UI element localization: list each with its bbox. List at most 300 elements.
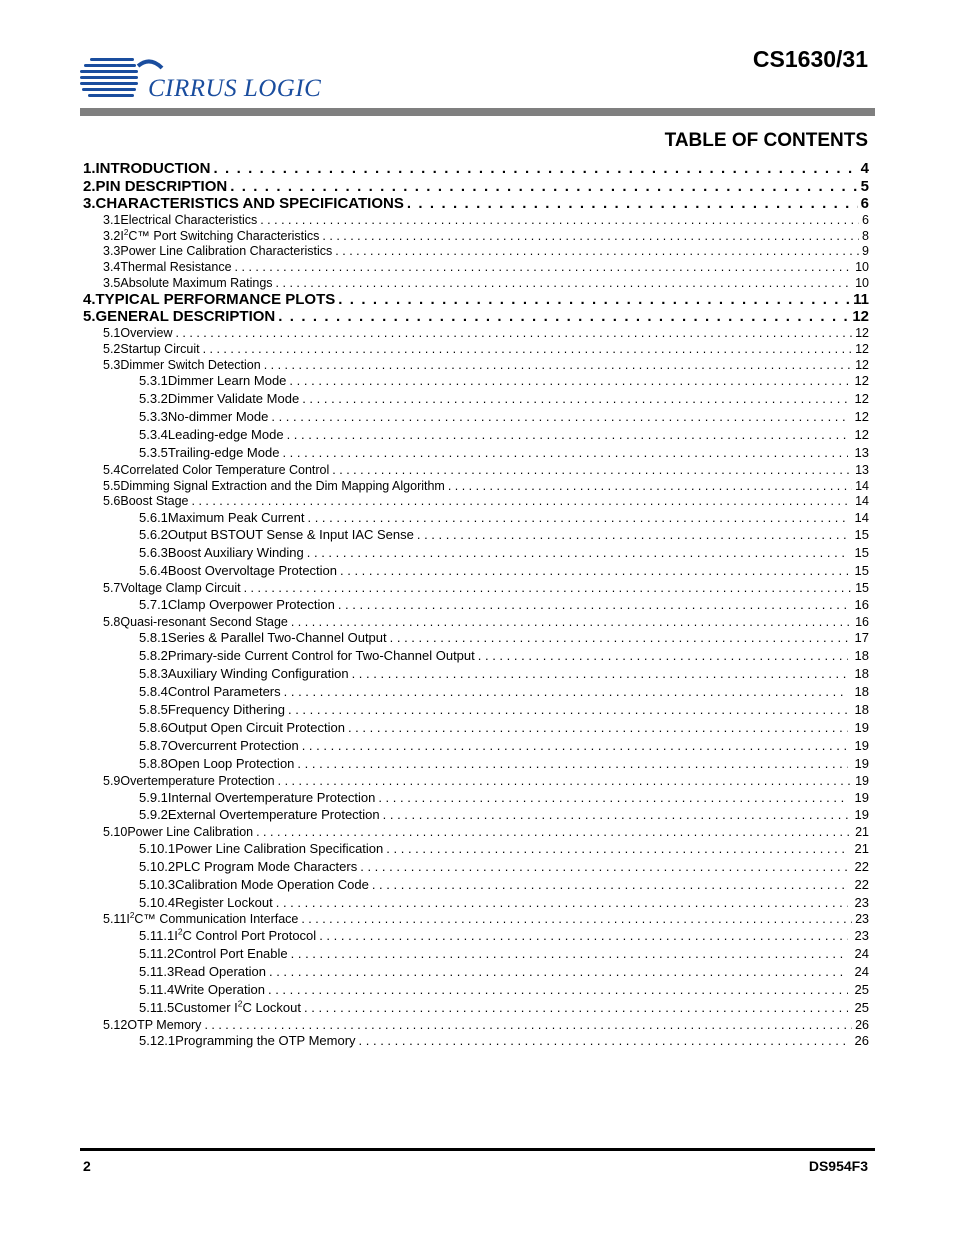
toc-entry-title-text: Dimming Signal Extraction and the Dim Mapping Algorithm — [120, 479, 445, 493]
dot-leader — [319, 928, 847, 943]
toc-entry-page: 15 — [855, 581, 869, 595]
toc-entry-level2[interactable] — [103, 581, 869, 595]
toc-entry-number: 5.10.2 — [139, 859, 176, 874]
dot-leader — [335, 244, 859, 258]
dot-leader — [192, 494, 853, 508]
toc-entry-title-text: C Lockout — [242, 1000, 302, 1015]
toc-entry-title — [174, 928, 316, 943]
toc-entry-number: 5.11.1 — [139, 928, 175, 943]
toc-entry-page: 19 — [854, 790, 869, 805]
dot-leader — [304, 1000, 848, 1015]
toc-entry-title — [83, 291, 335, 308]
toc-entry-page: 19 — [854, 738, 869, 753]
toc-entry-page: 10 — [855, 260, 869, 274]
toc-entry-page: 12 — [854, 409, 869, 424]
toc-entry-number: 5.1 — [103, 326, 121, 340]
toc-entry-number: 5.7 — [103, 581, 121, 595]
toc-entry-title — [168, 373, 287, 388]
toc-entry-title — [120, 260, 231, 274]
toc-entry-title-text: Power Line Calibration Characteristics — [120, 244, 333, 258]
toc-entry-level2[interactable] — [103, 244, 869, 258]
toc-entry-page: 26 — [854, 1033, 869, 1048]
dot-leader — [386, 841, 847, 856]
toc-entry-page: 13 — [855, 463, 869, 477]
toc-entry-title-text: Internal Overtemperature Protection — [167, 790, 376, 805]
toc-entry-title — [168, 720, 345, 735]
toc-entry-title-text: Startup Circuit — [120, 342, 200, 356]
toc-entry-title — [120, 213, 257, 227]
toc-entry-level3[interactable] — [139, 964, 869, 979]
toc-entry-page: 15 — [854, 563, 869, 578]
toc-entry-page: 25 — [854, 982, 869, 997]
toc-entry-number: 3.4 — [103, 260, 121, 274]
dot-leader — [417, 527, 848, 542]
dot-leader — [269, 964, 848, 979]
dot-leader — [332, 463, 852, 477]
toc-entry-title — [83, 160, 211, 177]
toc-entry-title-text: Overview — [120, 326, 173, 340]
toc-entry-level3[interactable] — [139, 982, 869, 997]
toc-entry-level3[interactable] — [139, 895, 869, 910]
toc-entry-level2[interactable] — [103, 1018, 869, 1032]
toc-entry-number: 5.7.1 — [139, 597, 168, 612]
toc-entry-level2[interactable] — [103, 229, 869, 243]
toc-entry-page: 18 — [854, 648, 869, 663]
toc-entry-number: 5.11 — [103, 912, 127, 926]
toc-entry-number: 5.5 — [103, 479, 121, 493]
toc-entry-number: 1. — [83, 160, 96, 177]
toc-entry-title-text: Output BSTOUT Sense & Input IAC Sense — [167, 527, 414, 542]
toc-entry-page: 19 — [854, 756, 869, 771]
toc-entry-title — [175, 859, 357, 874]
toc-entry-level2[interactable] — [103, 342, 869, 356]
toc-entry-title-text: OTP Memory — [127, 1018, 202, 1032]
toc-entry-number: 5.3.1 — [139, 373, 168, 388]
toc-entry-level3[interactable] — [139, 928, 869, 943]
toc-entry-title-text: External Overtemperature Protection — [167, 807, 380, 822]
toc-entry-level3[interactable] — [139, 545, 869, 560]
toc-entry-superscript: 2 — [129, 912, 135, 920]
toc-entry-page: 4 — [860, 160, 869, 177]
toc-entry-title-text: Overtemperature Protection — [120, 774, 275, 788]
toc-entry-page: 14 — [854, 510, 869, 525]
toc-entry-title-text: C™ Communication Interface — [134, 912, 299, 926]
toc-entry-page: 15 — [854, 545, 869, 560]
toc-entry-title-text: Leading-edge Mode — [167, 427, 284, 442]
dot-leader — [378, 790, 847, 805]
dot-leader — [276, 276, 853, 290]
toc-entry-level3[interactable] — [139, 859, 869, 874]
toc-entry-number: 5.8.6 — [139, 720, 168, 735]
toc-entry-level1[interactable] — [83, 195, 869, 212]
toc-entry-number: 5.8.3 — [139, 666, 168, 681]
toc-entry-page: 23 — [854, 895, 869, 910]
toc-entry-superscript: 2 — [237, 1000, 243, 1009]
toc-entry-number: 3.5 — [103, 276, 121, 290]
toc-entry-level3[interactable] — [139, 527, 869, 542]
toc-entry-title-text: CHARACTERISTICS AND SPECIFICATIONS — [95, 195, 404, 212]
dot-leader — [407, 195, 858, 212]
toc-entry-title-text: Register Lockout — [175, 895, 273, 910]
toc-entry-number: 5.9.1 — [139, 790, 168, 805]
toc-entry-page: 12 — [852, 308, 869, 325]
toc-entry-level3[interactable] — [139, 427, 869, 442]
toc-entry-title — [168, 427, 284, 442]
toc-entry-title-text: Frequency Dithering — [167, 702, 285, 717]
toc-entry-page: 26 — [855, 1018, 869, 1032]
toc-entry-title — [168, 630, 387, 645]
toc-entry-number: 5.11.3 — [139, 964, 175, 979]
toc-entry-level2[interactable] — [103, 912, 869, 926]
toc-entry-page: 9 — [862, 244, 869, 258]
toc-entry-level3[interactable] — [139, 946, 869, 961]
toc-entry-page: 11 — [853, 291, 869, 308]
toc-entry-title-prefix: I — [126, 912, 130, 926]
toc-entry-title — [83, 178, 227, 195]
toc-entry-page: 12 — [854, 373, 869, 388]
toc-entry-title-text: Boost Auxiliary Winding — [167, 545, 304, 560]
toc-entry-number: 5.10.4 — [139, 895, 176, 910]
toc-entry-title-text: Primary-side Current Control for Two-Channel Output — [167, 648, 475, 663]
toc-entry-title-text: Power Line Calibration Specification — [175, 841, 384, 856]
logo-text: CIRRUS LOGIC — [148, 75, 322, 102]
dot-leader — [244, 581, 853, 595]
dot-leader — [284, 684, 848, 699]
toc-entry-title-text: Auxiliary Winding Configuration — [167, 666, 349, 681]
dot-leader — [359, 1033, 848, 1048]
toc-entry-page: 21 — [854, 841, 869, 856]
dot-leader — [302, 391, 847, 406]
toc-entry-title-text: Write Operation — [174, 982, 265, 997]
toc-entry-title — [168, 666, 349, 681]
toc-entry-title — [174, 946, 287, 961]
dot-leader — [301, 912, 852, 926]
toc-entry-title-text: Series & Parallel Two-Channel Output — [167, 630, 387, 645]
toc-entry-level3[interactable] — [139, 648, 869, 663]
toc-entry-title — [120, 774, 274, 788]
toc-entry-title-text: Electrical Characteristics — [120, 213, 258, 227]
toc-entry-level3[interactable] — [139, 720, 869, 735]
dot-leader — [372, 877, 848, 892]
toc-entry-level3[interactable] — [139, 510, 869, 525]
toc-entry-level3[interactable] — [139, 738, 869, 753]
toc-entry-number: 5.10.3 — [139, 877, 176, 892]
toc-entry-level2[interactable] — [103, 213, 869, 227]
toc-entry-page: 18 — [854, 702, 869, 717]
toc-entry-title-text: PIN DESCRIPTION — [95, 178, 228, 195]
toc-entry-title-text: Clamp Overpower Protection — [167, 597, 335, 612]
toc-entry-number: 4. — [83, 291, 96, 308]
dot-leader — [297, 756, 847, 771]
toc-entry-title-text: Thermal Resistance — [120, 260, 232, 274]
dot-leader — [287, 427, 848, 442]
toc-entry-title-prefix: I — [174, 928, 178, 943]
toc-entry-title-text: Overcurrent Protection — [167, 738, 299, 753]
toc-entry-level3[interactable] — [139, 756, 869, 771]
toc-entry-number: 5.8.5 — [139, 702, 168, 717]
toc-entry-title — [168, 545, 304, 560]
toc-entry-number: 5.4 — [103, 463, 121, 477]
toc-entry-title — [168, 738, 299, 753]
toc-entry-title-prefix: Customer I — [174, 1000, 238, 1015]
dot-leader — [204, 1018, 852, 1032]
toc-entry-title — [168, 756, 294, 771]
toc-entry-level3[interactable] — [139, 684, 869, 699]
dot-leader — [214, 160, 858, 177]
page-number: 2 — [83, 1158, 91, 1174]
toc-entry-page: 23 — [855, 912, 869, 926]
toc-entry-title-text: Output Open Circuit Protection — [167, 720, 345, 735]
toc-entry-title — [120, 463, 329, 477]
dot-leader — [271, 409, 847, 424]
toc-entry-number: 5.8.2 — [139, 648, 168, 663]
toc-entry-level3[interactable] — [139, 702, 869, 717]
dot-leader — [291, 946, 848, 961]
toc-entry-page: 22 — [854, 877, 869, 892]
toc-entry-level1[interactable] — [83, 308, 869, 325]
toc-entry-page: 12 — [854, 391, 869, 406]
toc-entry-title — [120, 494, 188, 508]
toc-entry-page: 18 — [854, 684, 869, 699]
toc-entry-title — [120, 358, 260, 372]
toc-entry-number: 3.2 — [103, 229, 121, 243]
toc-entry-level1[interactable] — [83, 160, 869, 177]
toc-entry-title — [168, 445, 280, 460]
toc-entry-title — [127, 1018, 201, 1032]
toc-entry-title — [83, 308, 275, 325]
toc-entry-title — [83, 195, 404, 212]
toc-entry-page: 12 — [855, 358, 869, 372]
dot-leader — [230, 178, 857, 195]
toc-entry-title-text: Dimmer Validate Mode — [167, 391, 300, 406]
document-code: DS954F3 — [808, 1158, 868, 1174]
toc-entry-level2[interactable] — [103, 494, 869, 508]
toc-entry-level2[interactable] — [103, 326, 869, 340]
dot-leader — [256, 825, 852, 839]
toc-entry-page: 16 — [855, 615, 869, 629]
toc-entry-number: 5.6.1 — [139, 510, 168, 525]
toc-entry-page: 24 — [854, 946, 869, 961]
cirrus-logic-logo — [80, 56, 340, 106]
toc-entry-title-text: Power Line Calibration — [127, 825, 254, 839]
toc-entry-title — [168, 510, 305, 525]
toc-entry-title-text: PLC Program Mode Characters — [175, 859, 358, 874]
toc-entry-level3[interactable] — [139, 563, 869, 578]
toc-entry-title — [175, 895, 273, 910]
toc-entry-level3[interactable] — [139, 1000, 869, 1015]
toc-entry-level1[interactable] — [83, 178, 869, 195]
toc-entry-number: 5.12 — [103, 1018, 128, 1032]
dot-leader — [264, 358, 852, 372]
toc-entry-title — [126, 912, 298, 926]
toc-entry-level2[interactable] — [103, 479, 869, 493]
toc-entry-page: 6 — [862, 213, 869, 227]
toc-entry-level2[interactable] — [103, 825, 869, 839]
toc-entry-title — [168, 702, 285, 717]
dot-leader — [348, 720, 848, 735]
footer-divider — [80, 1148, 875, 1151]
toc-entry-title — [168, 648, 475, 663]
toc-entry-level3[interactable] — [139, 409, 869, 424]
toc-entry-page: 19 — [855, 774, 869, 788]
toc-entry-title — [127, 825, 253, 839]
toc-entry-number: 5.10 — [103, 825, 128, 839]
dot-leader — [338, 597, 848, 612]
toc-entry-level2[interactable] — [103, 774, 869, 788]
toc-entry-title — [168, 597, 335, 612]
toc-entry-level2[interactable] — [103, 463, 869, 477]
toc-entry-number: 5.6.3 — [139, 545, 168, 560]
toc-entry-number: 3.3 — [103, 244, 121, 258]
toc-entry-level3[interactable] — [139, 373, 869, 388]
toc-entry-level3[interactable] — [139, 630, 869, 645]
toc-entry-title-text: Open Loop Protection — [167, 756, 295, 771]
dot-leader — [203, 342, 853, 356]
toc-entry-title-text: Trailing-edge Mode — [167, 445, 280, 460]
toc-entry-title — [168, 563, 337, 578]
dot-leader — [291, 615, 852, 629]
toc-entry-title-text: Quasi-resonant Second Stage — [120, 615, 288, 629]
toc-entry-number: 5.8.1 — [139, 630, 168, 645]
toc-entry-title-text: Maximum Peak Current — [167, 510, 305, 525]
toc-entry-title-text: Read Operation — [174, 964, 266, 979]
toc-entry-number: 5.10.1 — [139, 841, 176, 856]
toc-entry-title — [120, 479, 444, 493]
dot-leader — [260, 213, 859, 227]
toc-entry-title — [120, 342, 199, 356]
toc-entry-title — [168, 684, 281, 699]
dot-leader — [383, 807, 848, 822]
toc-entry-page: 17 — [854, 630, 869, 645]
dot-leader — [338, 291, 850, 308]
toc-entry-title-text: Boost Stage — [120, 494, 189, 508]
toc-entry-title-text: GENERAL DESCRIPTION — [95, 308, 276, 325]
toc-entry-number: 2. — [83, 178, 96, 195]
toc-entry-level3[interactable] — [139, 597, 869, 612]
toc-entry-page: 8 — [862, 229, 869, 243]
toc-entry-level3[interactable] — [139, 1033, 869, 1048]
toc-entry-page: 12 — [854, 427, 869, 442]
toc-entry-level3[interactable] — [139, 445, 869, 460]
dot-leader — [448, 479, 852, 493]
toc-entry-title-text: Programming the OTP Memory — [175, 1033, 356, 1048]
dot-leader — [268, 982, 848, 997]
toc-entry-title — [174, 964, 266, 979]
toc-entry-page: 15 — [854, 527, 869, 542]
toc-entry-page: 14 — [855, 479, 869, 493]
toc-entry-page: 19 — [854, 720, 869, 735]
toc-entry-title-text: C™ Port Switching Characteristics — [128, 229, 320, 243]
toc-entry-level3[interactable] — [139, 391, 869, 406]
toc-entry-level2[interactable] — [103, 358, 869, 372]
toc-entry-title — [120, 244, 332, 258]
toc-entry-number: 5.12.1 — [139, 1033, 176, 1048]
toc-heading: TABLE OF CONTENTS — [664, 130, 868, 151]
dot-leader — [307, 510, 847, 525]
toc-entry-title — [174, 982, 265, 997]
toc-entry-title-text: Control Parameters — [167, 684, 281, 699]
toc-entry-number: 5.9.2 — [139, 807, 168, 822]
toc-entry-title — [174, 1000, 301, 1015]
toc-entry-number: 5.9 — [103, 774, 121, 788]
toc-entry-title-text: INTRODUCTION — [95, 160, 211, 177]
toc-entry-title — [175, 841, 383, 856]
toc-entry-number: 5.3 — [103, 358, 121, 372]
toc-entry-level3[interactable] — [139, 666, 869, 681]
toc-entry-page: 18 — [854, 666, 869, 681]
toc-entry-number: 5.11.4 — [139, 982, 175, 997]
toc-entry-title-text: Dimmer Learn Mode — [167, 373, 287, 388]
dot-leader — [175, 326, 852, 340]
toc-entry-title — [120, 615, 287, 629]
toc-entry-title — [168, 790, 375, 805]
dot-leader — [302, 738, 848, 753]
toc-entry-level2[interactable] — [103, 276, 869, 290]
toc-entry-number: 5.6.4 — [139, 563, 168, 578]
dot-leader — [278, 774, 852, 788]
toc-entry-number: 5.11.2 — [139, 946, 175, 961]
toc-entry-title-text: No-dimmer Mode — [167, 409, 269, 424]
dot-leader — [390, 630, 848, 645]
toc-entry-page: 12 — [855, 326, 869, 340]
dot-leader — [288, 702, 848, 717]
toc-entry-number: 5.3.2 — [139, 391, 168, 406]
toc-entry-superscript: 2 — [123, 229, 129, 237]
dot-leader — [322, 229, 859, 243]
toc-entry-page: 19 — [854, 807, 869, 822]
document-title: CS1630/31 — [752, 46, 868, 72]
toc-entry-level3[interactable] — [139, 841, 869, 856]
toc-entry-page: 13 — [854, 445, 869, 460]
toc-entry-title — [168, 391, 299, 406]
toc-entry-title-text: Voltage Clamp Circuit — [120, 581, 241, 595]
toc-entry-page: 25 — [854, 1000, 869, 1015]
toc-entry-page: 22 — [854, 859, 869, 874]
toc-entry-title — [168, 807, 380, 822]
toc-entry-number: 5.11.5 — [139, 1000, 175, 1015]
toc-entry-title — [175, 877, 369, 892]
toc-entry-title-prefix: I — [120, 229, 124, 243]
toc-entry-title — [120, 581, 240, 595]
toc-entry-level1[interactable] — [83, 291, 869, 308]
toc-entry-title — [120, 229, 319, 243]
toc-entry-number: 5.3.5 — [139, 445, 168, 460]
toc-entry-title-text: Control Port Enable — [174, 946, 288, 961]
toc-entry-title-text: Boost Overvoltage Protection — [167, 563, 338, 578]
toc-entry-title — [120, 326, 172, 340]
toc-entry-number: 5.6 — [103, 494, 121, 508]
toc-entry-level3[interactable] — [139, 807, 869, 822]
toc-entry-title-text: TYPICAL PERFORMANCE PLOTS — [95, 291, 336, 308]
toc-entry-level3[interactable] — [139, 790, 869, 805]
dot-leader — [340, 563, 848, 578]
toc-entry-page: 16 — [854, 597, 869, 612]
dot-leader — [282, 445, 847, 460]
dot-leader — [278, 308, 849, 325]
dot-leader — [289, 373, 847, 388]
toc-entry-page: 12 — [855, 342, 869, 356]
toc-entry-level2[interactable] — [103, 615, 869, 629]
toc-entry-number: 5.8.8 — [139, 756, 168, 771]
toc-entry-superscript: 2 — [177, 928, 183, 937]
dot-leader — [360, 859, 847, 874]
toc-entry-level3[interactable] — [139, 877, 869, 892]
toc-entry-page: 6 — [860, 195, 869, 212]
toc-entry-title-text: Dimmer Switch Detection — [120, 358, 261, 372]
toc-entry-title — [175, 1033, 355, 1048]
toc-entry-level2[interactable] — [103, 260, 869, 274]
toc-entry-page: 24 — [854, 964, 869, 979]
